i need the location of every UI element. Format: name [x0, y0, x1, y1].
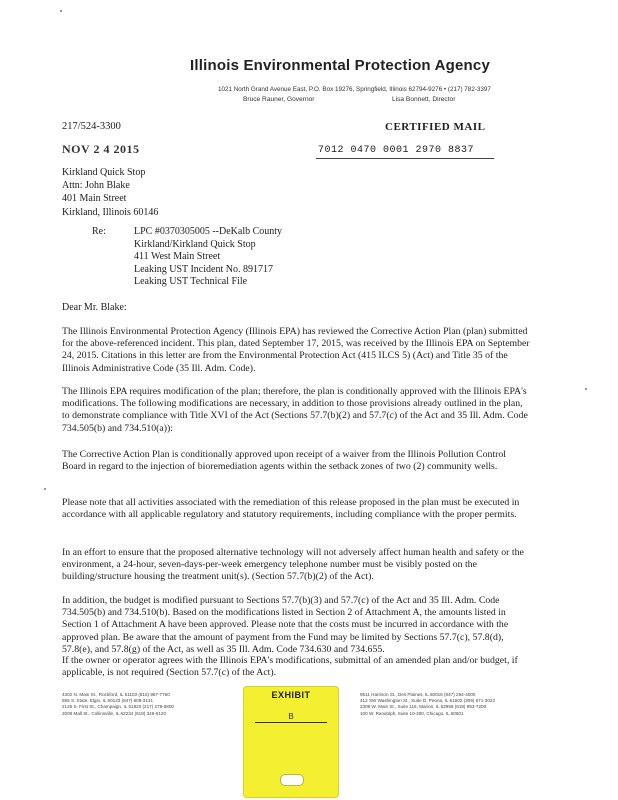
footer-office: 2309 W. Main St., Suite 116, Marion, IL 62959 (618) 993-7200	[360, 704, 487, 710]
re-line: Kirkland/Kirkland Quick Stop	[134, 238, 256, 250]
tracking-underline	[316, 158, 494, 159]
body-paragraph: The Illinois Environmental Protection Agency (Illinois EPA) has reviewed the Corrective Action Plan (plan) submitted for the above-referenced incident. This plan, dated September 17, 2015, was received by the Illinois EPA on September 24, 2015. Citations in this letter are from the Environmental Protection Act (415 ILCS 5) (Act) and Title 35 of the Illinois Administrative Code (35 Ill. Adm. Code).	[62, 326, 530, 374]
footer-office: 595 S. State, Elgin, IL 60123 (847) 608-3131	[62, 698, 154, 704]
recipient-line: Kirkland Quick Stop	[62, 167, 146, 178]
exhibit-number-line	[255, 722, 327, 723]
body-paragraph: In an effort to ensure that the proposed alternative technology will not adversely affect human health and safety or the environment, a 24-hour, seven-days-per-week emergency telephone number must be visibly posted on the building/structure housing the treatment unit(s). (Section 57.7(b)(2) of the Act).	[62, 547, 524, 583]
re-line: Leaking UST Incident No. 891717	[134, 263, 273, 275]
footer-offices-right	[360, 692, 495, 717]
body-paragraph: The Illinois EPA requires modification of the plan; therefore, the plan is conditionally approved with the Illinois EPA's modifications. The following modifications are necessary, in addition to those provisions already outlined in the plan, to demonstrate compliance with Title XVI of the Act (Sections 57.7(b)(2) and 57.7(c) of the Act and 35 Ill. Adm. Code 734.505(b) and 734.510(a)):	[62, 386, 528, 434]
recipient-line: 401 Main Street	[62, 193, 127, 205]
exhibit-title: EXHIBIT	[271, 690, 311, 700]
footer-office: 412 SW Washington St., Suite D, Peoria, IL 61602 (309) 671-3022	[360, 698, 495, 704]
re-label: Re:	[92, 226, 106, 237]
agency-name: Illinois Environmental Protection Agency	[190, 57, 490, 74]
exhibit-hole	[280, 774, 304, 786]
phone-number: 217/524-3300	[62, 121, 121, 132]
exhibit-sticker	[243, 686, 339, 798]
footer-office: 2125 S. First St., Champaign, IL 61820 (217) 278-5800	[62, 704, 174, 710]
director-name: Lisa Bonnett, Director	[392, 96, 456, 103]
re-line: 411 West Main Street	[134, 251, 221, 263]
footer-offices-left	[62, 692, 174, 717]
governor-name: Bruce Rauner, Governor	[243, 96, 315, 103]
salutation: Dear Mr. Blake:	[62, 302, 127, 313]
recipient-address	[62, 166, 158, 219]
scan-speck	[60, 10, 62, 12]
footer-office: 100 W. Randolph, Suite 10-300, Chicago, IL 60601	[360, 710, 464, 716]
tracking-number: 7012 0470 0001 2970 8837	[318, 145, 475, 156]
exhibit-number: B	[288, 712, 294, 721]
body-paragraph: Please note that all activities associated with the remediation of this release proposed in the plan must be executed in accordance with all applicable regulatory and statutory requirements, including compliance with the proper permits.	[62, 497, 520, 521]
footer-office: 4302 N. Main St., Rockford, IL 61103 (815) 987-7760	[62, 692, 170, 697]
body-paragraph: In addition, the budget is modified pursuant to Sections 57.7(b)(3) and 57.7(c) of the Act and 35 Ill. Adm. Code 734.505(b) and 734.510(b). Based on the modifications listed in Section 2 of Attachment A, the amounts listed in Section 1 of Attachment A have been approved. Please note that the costs must be incurred in accordance with the approved plan. Be aware that the amount of payment from the Fund may be limited by Sections 57.7(c), 57.8(d), 57.8(e), and 57.8(g) of the Act, as well as 35 Ill. Adm. Code 734.630 and 734.655.	[62, 595, 509, 655]
agency-address: 1021 North Grand Avenue East, P.O. Box 19276, Springfield, Illinois 62794-9276 • (217) 782-3397	[218, 86, 491, 93]
scan-speck	[44, 488, 46, 490]
letter-date-stamp: NOV 2 4 2015	[62, 142, 140, 156]
footer-office: 9511 Harrison St., Des Plaines, IL 60016 (847) 294-4000	[360, 692, 476, 697]
recipient-line: Kirkland, Illinois 60146	[62, 206, 159, 218]
re-block	[134, 226, 282, 289]
body-paragraph: If the owner or operator agrees with the Illinois EPA's modifications, submittal of an amended plan and/or budget, if applicable, is not required (Section 57.7(c) of the Act).	[62, 655, 518, 679]
certified-mail-label: CERTIFIED MAIL	[385, 121, 486, 133]
body-paragraph: The Corrective Action Plan is conditionally approved upon receipt of a waiver from the Illinois Pollution Control Board in regard to the injection of bioremediation agents within the setback zones of two (2) community wells.	[62, 449, 507, 473]
footer-office: 2009 Mall St., Collinsville, IL 62234 (618) 346-5120	[62, 710, 167, 716]
re-line: LPC #0370305005 --DeKalb County	[134, 226, 283, 237]
re-line: Leaking UST Technical File	[134, 276, 248, 288]
scan-speck	[585, 388, 587, 390]
recipient-line: Attn: John Blake	[62, 180, 130, 192]
